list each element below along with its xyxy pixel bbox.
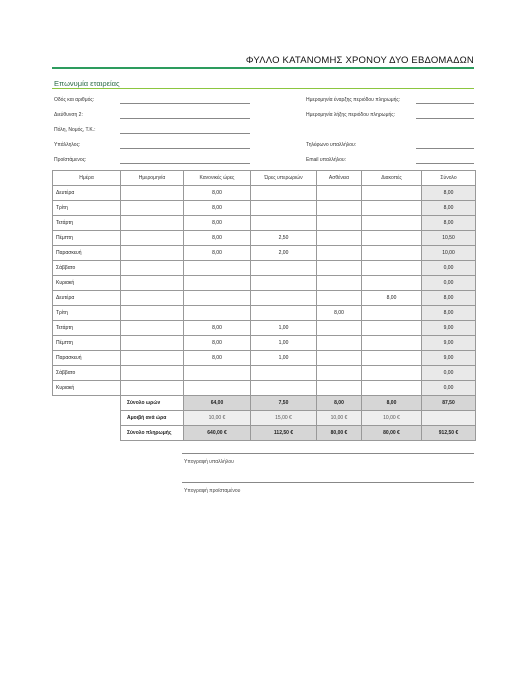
sick-cell[interactable]: [317, 201, 362, 216]
col-header-date: Ημερομηνία: [121, 171, 184, 186]
regular-hours-cell[interactable]: 8,00: [184, 216, 251, 231]
overtime-cell[interactable]: 1,00: [251, 336, 317, 351]
summary-spacer: [53, 396, 121, 411]
regular-hours-cell[interactable]: 8,00: [184, 201, 251, 216]
overtime-cell[interactable]: [251, 276, 317, 291]
supervisor-label: Προϊστάμενος:: [54, 157, 87, 163]
summary-rate-label: Αμοιβή ανά ώρα: [121, 411, 184, 426]
employee-email-input-line[interactable]: [416, 163, 474, 164]
day-cell: Τετάρτη: [53, 216, 121, 231]
employee-input-line[interactable]: [120, 148, 250, 149]
day-cell: Παρασκευή: [53, 246, 121, 261]
date-cell[interactable]: [121, 246, 184, 261]
title-underline: [52, 67, 474, 69]
sick-cell[interactable]: [317, 231, 362, 246]
pay-cell: 640,00 €: [184, 426, 251, 441]
total-cell: 8,00: [422, 201, 476, 216]
total-cell: 10,50: [422, 231, 476, 246]
summary-cell: 8,00: [317, 396, 362, 411]
vacation-cell[interactable]: [362, 306, 422, 321]
vacation-cell[interactable]: [362, 381, 422, 396]
overtime-cell[interactable]: 1,00: [251, 351, 317, 366]
overtime-cell[interactable]: 2,50: [251, 231, 317, 246]
vacation-cell[interactable]: [362, 186, 422, 201]
vacation-cell[interactable]: [362, 366, 422, 381]
regular-hours-cell[interactable]: 8,00: [184, 231, 251, 246]
supervisor-signature-label: Υπογραφή προϊσταμένου: [184, 488, 241, 494]
sick-cell[interactable]: [317, 321, 362, 336]
vacation-cell[interactable]: 8,00: [362, 291, 422, 306]
summary-cell: 8,00: [362, 396, 422, 411]
total-cell: 8,00: [422, 186, 476, 201]
date-cell[interactable]: [121, 306, 184, 321]
date-cell[interactable]: [121, 186, 184, 201]
sick-cell[interactable]: [317, 186, 362, 201]
vacation-cell[interactable]: [362, 336, 422, 351]
regular-hours-cell[interactable]: 8,00: [184, 321, 251, 336]
col-header-vacation: Διακοπές: [362, 171, 422, 186]
overtime-cell[interactable]: [251, 186, 317, 201]
day-cell: Τρίτη: [53, 306, 121, 321]
vacation-cell[interactable]: [362, 276, 422, 291]
date-cell[interactable]: [121, 366, 184, 381]
date-cell[interactable]: [121, 336, 184, 351]
summary-spacer: [53, 426, 121, 441]
table-row: [53, 336, 476, 351]
sick-cell[interactable]: [317, 291, 362, 306]
col-header-regular-hours: Κανονικές ώρες: [184, 171, 251, 186]
summary-hours-label: Σύνολο ωρών: [121, 396, 184, 411]
total-cell: 9,00: [422, 321, 476, 336]
sick-cell[interactable]: 8,00: [317, 306, 362, 321]
day-cell: Σάββατο: [53, 261, 121, 276]
col-header-overtime: Ώρες υπερωριών: [251, 171, 317, 186]
day-cell: Σάββατο: [53, 366, 121, 381]
rate-cell[interactable]: 10,00 €: [184, 411, 251, 426]
date-cell[interactable]: [121, 351, 184, 366]
day-cell: Τετάρτη: [53, 321, 121, 336]
street-input-line[interactable]: [120, 103, 250, 104]
col-header-day: Ημέρα: [53, 171, 121, 186]
day-cell: Τρίτη: [53, 201, 121, 216]
date-cell[interactable]: [121, 321, 184, 336]
table-row: [53, 231, 476, 246]
total-cell: 8,00: [422, 216, 476, 231]
overtime-cell[interactable]: [251, 291, 317, 306]
overtime-cell[interactable]: 2,00: [251, 246, 317, 261]
table-row: [53, 321, 476, 336]
sick-cell[interactable]: [317, 366, 362, 381]
employee-email-label: Email υπαλλήλου:: [306, 157, 347, 163]
address2-input-line[interactable]: [120, 118, 250, 119]
sick-cell[interactable]: [317, 381, 362, 396]
summary-spacer: [53, 411, 121, 426]
rate-cell[interactable]: 15,00 €: [251, 411, 317, 426]
summary-cell: 7,50: [251, 396, 317, 411]
pay-period-start-label: Ημερομηνία έναρξης περιόδου πληρωμής:: [306, 97, 401, 103]
overtime-cell[interactable]: [251, 201, 317, 216]
total-cell: 0,00: [422, 276, 476, 291]
summary-rate-row: [53, 411, 476, 426]
overtime-cell[interactable]: 1,00: [251, 321, 317, 336]
table-row: [53, 366, 476, 381]
table-row: [53, 186, 476, 201]
summary-pay-row: [53, 426, 476, 441]
company-underline: [52, 88, 474, 89]
vacation-cell[interactable]: [362, 261, 422, 276]
day-cell: Κυριακή: [53, 276, 121, 291]
total-cell: 10,00: [422, 246, 476, 261]
date-cell[interactable]: [121, 291, 184, 306]
pay-cell: 80,00 €: [362, 426, 422, 441]
table-header-row: [53, 171, 476, 186]
pay-cell: 912,50 €: [422, 426, 476, 441]
regular-hours-cell[interactable]: 8,00: [184, 246, 251, 261]
vacation-cell[interactable]: [362, 231, 422, 246]
table-row: [53, 246, 476, 261]
city-label: Πόλη, Νομός, Τ.Κ.:: [54, 127, 96, 133]
summary-cell: 64,00: [184, 396, 251, 411]
overtime-cell[interactable]: [251, 261, 317, 276]
sick-cell[interactable]: [317, 216, 362, 231]
table-row: [53, 306, 476, 321]
supervisor-input-line[interactable]: [120, 163, 250, 164]
employee-signature-line[interactable]: [182, 453, 474, 454]
sick-cell[interactable]: [317, 246, 362, 261]
date-cell[interactable]: [121, 201, 184, 216]
regular-hours-cell[interactable]: 8,00: [184, 351, 251, 366]
col-header-total: Σύνολο: [422, 171, 476, 186]
regular-hours-cell[interactable]: [184, 276, 251, 291]
day-cell: Πέμπτη: [53, 231, 121, 246]
sick-cell[interactable]: [317, 351, 362, 366]
date-cell[interactable]: [121, 216, 184, 231]
day-cell: Κυριακή: [53, 381, 121, 396]
pay-period-end-input-line[interactable]: [416, 118, 474, 119]
col-header-sick: Ασθένεια: [317, 171, 362, 186]
sick-cell[interactable]: [317, 276, 362, 291]
supervisor-signature-line[interactable]: [182, 482, 474, 483]
company-name[interactable]: Επωνυμία εταιρείας: [54, 79, 120, 88]
table-row: [53, 276, 476, 291]
vacation-cell[interactable]: [362, 201, 422, 216]
city-input-line[interactable]: [120, 133, 250, 134]
overtime-cell[interactable]: [251, 366, 317, 381]
day-cell: Δευτέρα: [53, 291, 121, 306]
day-cell: Πέμπτη: [53, 336, 121, 351]
total-cell: 8,00: [422, 306, 476, 321]
summary-pay-label: Σύνολο πληρωμής: [121, 426, 184, 441]
vacation-cell[interactable]: [362, 351, 422, 366]
pay-period-start-input-line[interactable]: [416, 103, 474, 104]
regular-hours-cell[interactable]: 8,00: [184, 336, 251, 351]
employee-phone-label: Τηλέφωνο υπαλλήλου:: [306, 142, 357, 148]
date-cell[interactable]: [121, 231, 184, 246]
table-row: [53, 291, 476, 306]
document-title: ΦΥΛΛΟ ΚΑΤΑΝΟΜΗΣ ΧΡΟΝΟΥ ΔΥΟ ΕΒΔΟΜΑΔΩΝ: [245, 55, 474, 66]
overtime-cell[interactable]: [251, 306, 317, 321]
sick-cell[interactable]: [317, 261, 362, 276]
rate-cell[interactable]: 10,00 €: [317, 411, 362, 426]
date-cell[interactable]: [121, 381, 184, 396]
pay-cell: 112,50 €: [251, 426, 317, 441]
table-row: [53, 201, 476, 216]
table-row: [53, 261, 476, 276]
regular-hours-cell[interactable]: [184, 366, 251, 381]
pay-cell: 80,00 €: [317, 426, 362, 441]
sick-cell[interactable]: [317, 336, 362, 351]
date-cell[interactable]: [121, 276, 184, 291]
date-cell[interactable]: [121, 261, 184, 276]
regular-hours-cell[interactable]: [184, 306, 251, 321]
total-cell: 9,00: [422, 351, 476, 366]
summary-hours-row: [53, 396, 476, 411]
regular-hours-cell[interactable]: [184, 381, 251, 396]
total-cell: 0,00: [422, 261, 476, 276]
vacation-cell[interactable]: [362, 216, 422, 231]
day-cell: Δευτέρα: [53, 186, 121, 201]
address2-label: Διεύθυνση 2:: [54, 112, 83, 118]
regular-hours-cell[interactable]: [184, 291, 251, 306]
rate-cell[interactable]: 10,00 €: [362, 411, 422, 426]
pay-period-end-label: Ημερομηνία λήξης περιόδου πληρωμής:: [306, 112, 396, 118]
total-cell: 9,00: [422, 336, 476, 351]
day-cell: Παρασκευή: [53, 351, 121, 366]
employee-phone-input-line[interactable]: [416, 148, 474, 149]
table-row: [53, 351, 476, 366]
total-cell: 8,00: [422, 291, 476, 306]
table-row: [53, 216, 476, 231]
timesheet-table: [52, 170, 476, 441]
overtime-cell[interactable]: [251, 216, 317, 231]
street-label: Οδός και αριθμός:: [54, 97, 95, 103]
total-cell: 0,00: [422, 381, 476, 396]
regular-hours-cell[interactable]: [184, 261, 251, 276]
table-row: [53, 381, 476, 396]
employee-signature-label: Υπογραφή υπαλλήλου: [184, 459, 234, 465]
overtime-cell[interactable]: [251, 381, 317, 396]
vacation-cell[interactable]: [362, 321, 422, 336]
summary-cell: 87,50: [422, 396, 476, 411]
employee-label: Υπάλληλος:: [54, 142, 81, 148]
rate-cell: [422, 411, 476, 426]
regular-hours-cell[interactable]: 8,00: [184, 186, 251, 201]
total-cell: 0,00: [422, 366, 476, 381]
vacation-cell[interactable]: [362, 246, 422, 261]
